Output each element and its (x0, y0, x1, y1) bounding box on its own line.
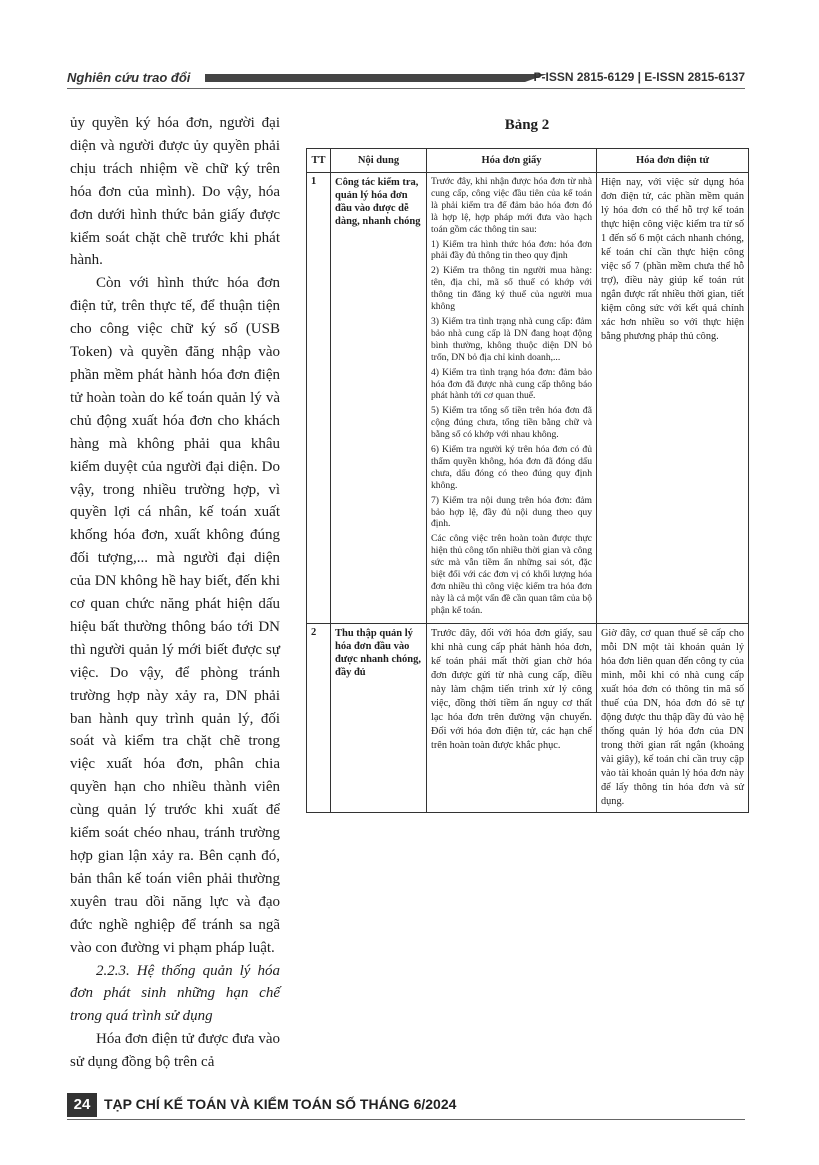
paragraph-1: ủy quyền ký hóa đơn, người đại diện và người được ủy quyền phải chịu trách nhiệm về chữ ký trên hóa đơn của mình). Do vậy, hóa đơn dưới hình thức bản giấy được kiểm soát chặt chẽ trước khi phát hành. (70, 115, 280, 269)
e-invoice-cell: Giờ đây, cơ quan thuế sẽ cấp cho mỗi DN một tài khoản quản lý hóa đơn liên quan đến công ty của mình, mỗi khi có nhà cung cấp xuất hóa đơn có thông tin mã số thuế của DN, hóa đơn đó sẽ tự động được thu thập đầy đủ vào hệ thống quản lý hóa đơn của DN trong thời gian rất ngắn (khoảng vài giây), kế toán chỉ cần truy cập vào tài khoản quản lý hóa đơn này để lấy thông tin hóa đơn và sử dụng. (597, 623, 749, 812)
header-rule (67, 88, 745, 89)
comparison-table (306, 148, 749, 813)
header-tt: TT (307, 149, 331, 173)
table-title: Bảng 2 (504, 117, 550, 133)
footer-rule (67, 1119, 745, 1120)
paragraph-2: Còn với hình thức hóa đơn điện tử, trên thực tế, để thuận tiện cho công việc chữ ký số (USB Token) và quyền đăng nhập vào phần mềm phát hành hóa đơn điện tử hoàn toàn do kế toán quản lý và chủ động xuất hóa đơn cho khách hàng mà không phải qua khâu kiểm duyệt của người đại diện. Do vậy, trong nhiều trường hợp, vì quyền lợi cá nhân, kế toán xuất khống hóa đơn, xuất không đúng đối tượng,... mà người đại diện của DN không hề hay biết, đến khi cơ quan chức năng phát hiện dấu hiệu bất thường thông báo tới DN thì người quản lý mới biết được sự việc. Do vậy, để phòng tránh trường hợp này xảy ra, DN phải ban hành quy trình quản lý, đối soát và kiểm tra chặt chẽ trong việc xuất hóa đơn, phân chia quyền hạn cho nhiều thành viên cùng quản lý trước khi xuất để kiểm soát chéo nhau, tránh trường hợp gian lận xảy ra. Bên cạnh đó, bản thân kế toán viên phải thường xuyên trau dồi năng lực và đạo đức nghề nghiệp để tránh sa ngã vào con đường vi phạm pháp luật. (70, 275, 280, 956)
table-row (307, 173, 749, 624)
table-row (307, 623, 749, 812)
paper-invoice-cell (427, 623, 597, 812)
section-label: Nghiên cứu trao đổi (67, 70, 191, 85)
header-hoa-don-giay: Hóa đơn giấy (427, 149, 597, 173)
header-hoa-don-dien-tu: Hóa đơn điện tử (597, 149, 749, 173)
paper-text: 1) Kiểm tra hình thức hóa đơn: hóa đơn phải đầy đủ thông tin theo quy định (431, 238, 592, 262)
paper-text: 6) Kiểm tra người ký trên hóa đơn có đủ thẩm quyền không, hóa đơn đã đóng dấu chưa, dấu đóng có theo đúng quy định không. (431, 444, 592, 491)
page-number: 24 (67, 1093, 97, 1117)
paper-text: 4) Kiểm tra tình trạng hóa đơn: đảm bảo hóa đơn đã được nhà cung cấp thông báo phát hành tới cơ quan thuế. (431, 366, 592, 402)
issn-label: P-ISSN 2815-6129 | E-ISSN 2815-6137 (533, 70, 745, 84)
row-content: Thu thập quản lý hóa đơn đầu vào được nhanh chóng, đầy đủ (331, 623, 427, 812)
row-number: 2 (307, 623, 331, 812)
paper-invoice-cell (427, 173, 597, 624)
e-invoice-cell: Hiện nay, với việc sử dụng hóa đơn điện tử, các phần mềm quản lý hóa đơn có thể hỗ trợ kế toán thực hiện công việc kiểm tra từ số 1 đến số 6 một cách nhanh chóng, kế toán chỉ cần thực hiện công việc số 7 (phần mềm chưa thể hỗ trợ), điều này giúp kế toán rút ngắn được rất nhiều thời gian, tiết kiệm công sức với kết quả chính xác hơn nhiều so với thực hiện bằng phương pháp thủ công. (597, 173, 749, 624)
paper-text: 7) Kiểm tra nội dung trên hóa đơn: đảm bảo hợp lệ, đầy đủ nội dung theo quy định. (431, 494, 592, 530)
paragraph-3: Hóa đơn điện tử được đưa vào sử dụng đồng bộ trên cả (70, 1031, 280, 1071)
paper-text: Trước đây, khi nhận được hóa đơn từ nhà cung cấp, công việc đầu tiên của kế toán là phải kiểm tra để đảm bảo hóa đơn đó là hợp lệ, hợp pháp mới đưa vào hạch toán gồm các thông tin sau: (431, 176, 592, 235)
paper-text: Các công việc trên hoàn toàn được thực hiện thủ công tốn nhiều thời gian và công sức mà vẫn tiềm ẩn những sai sót, đặc biệt đối với các đơn vị có khối lượng hóa đơn nhiều thì công việc kiểm tra hóa đơn này là cả một vấn đề cần quan tâm của bộ phận kế toán. (431, 533, 592, 616)
paper-text: Trước đây, đối với hóa đơn giấy, sau khi nhà cung cấp phát hành hóa đơn, kế toán phải mất thời gian chờ hóa đơn được gửi từ nhà cung cấp, điều này làm chậm tiến trình xử lý công việc, đồng thời tiềm ẩn nguy cơ thất lạc hóa đơn trên đường vận chuyển. Đối với hóa đơn điện tử, các hạn chế trên hoàn toàn được khắc phục. (431, 627, 592, 751)
paper-text: 3) Kiểm tra tình trạng nhà cung cấp: đảm bảo nhà cung cấp là DN đang hoạt động bình thường, không thuộc diện DN bỏ trốn, DN bỏ địa chỉ kinh doanh,... (431, 315, 592, 363)
header-decor-bar (205, 74, 525, 82)
left-column (70, 112, 280, 1074)
header-noi-dung: Nội dung (331, 149, 427, 173)
section-heading: 2.2.3. Hệ thống quản lý hóa đơn phát sinh những hạn chế trong quá trình sử dụng (70, 962, 280, 1025)
paper-text: 2) Kiểm tra thông tin người mua hàng: tên, địa chỉ, mã số thuế có khớp với thông tin đăng ký thuế của người mua không (431, 265, 592, 313)
row-content: Công tác kiểm tra, quản lý hóa đơn đầu vào được dễ dàng, nhanh chóng (331, 173, 427, 624)
paper-text: 5) Kiểm tra tổng số tiền trên hóa đơn đã cộng đúng chưa, tổng tiền bằng chữ và bằng số có khớp với nhau không. (431, 405, 592, 441)
row-number: 1 (307, 173, 331, 624)
table-header-row (307, 149, 749, 173)
journal-name: TẠP CHÍ KẾ TOÁN VÀ KIỂM TOÁN SỐ THÁNG 6/2024 (104, 1096, 457, 1112)
